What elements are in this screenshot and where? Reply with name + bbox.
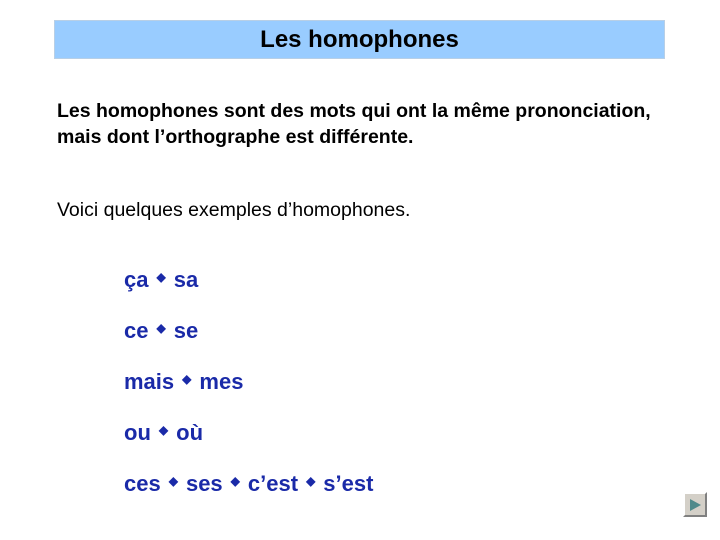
diamond-bullet-icon: ◆: [156, 269, 166, 284]
play-arrow-icon: [688, 498, 702, 512]
homophone-word: se: [173, 317, 199, 343]
example-row: [124, 458, 373, 509]
homophone-word: mes: [199, 368, 244, 394]
diamond-bullet-icon: ◆: [158, 422, 169, 437]
homophone-word: ces: [124, 470, 161, 496]
homophone-word: sa: [173, 266, 199, 292]
example-row: [124, 254, 373, 305]
homophone-word: ses: [185, 470, 223, 496]
diamond-bullet-icon: ◆: [168, 473, 178, 488]
homophone-word: mais: [124, 368, 175, 394]
next-slide-button[interactable]: [683, 492, 707, 517]
slide-title: Les homophones: [260, 25, 459, 53]
homophone-word: s’est: [323, 470, 374, 496]
examples-list: [124, 254, 373, 509]
homophone-word: ou: [124, 419, 151, 445]
example-row: [124, 407, 373, 458]
diamond-bullet-icon: ◆: [156, 320, 166, 335]
diamond-bullet-icon: ◆: [182, 371, 192, 386]
homophone-word: c’est: [247, 470, 299, 496]
example-row: [124, 305, 373, 356]
definition-text: Les homophones sont des mots qui ont la même prononciation, mais dont l’orthographe est différente.: [57, 100, 651, 148]
homophone-word: ce: [124, 317, 149, 343]
example-row: [124, 356, 373, 407]
homophone-word: où: [176, 419, 204, 445]
diamond-bullet-icon: ◆: [230, 473, 240, 488]
title-bar: [54, 20, 665, 59]
intro-text: Voici quelques exemples d’homophones.: [57, 199, 411, 221]
homophone-word: ça: [124, 266, 149, 292]
diamond-bullet-icon: ◆: [306, 473, 316, 488]
